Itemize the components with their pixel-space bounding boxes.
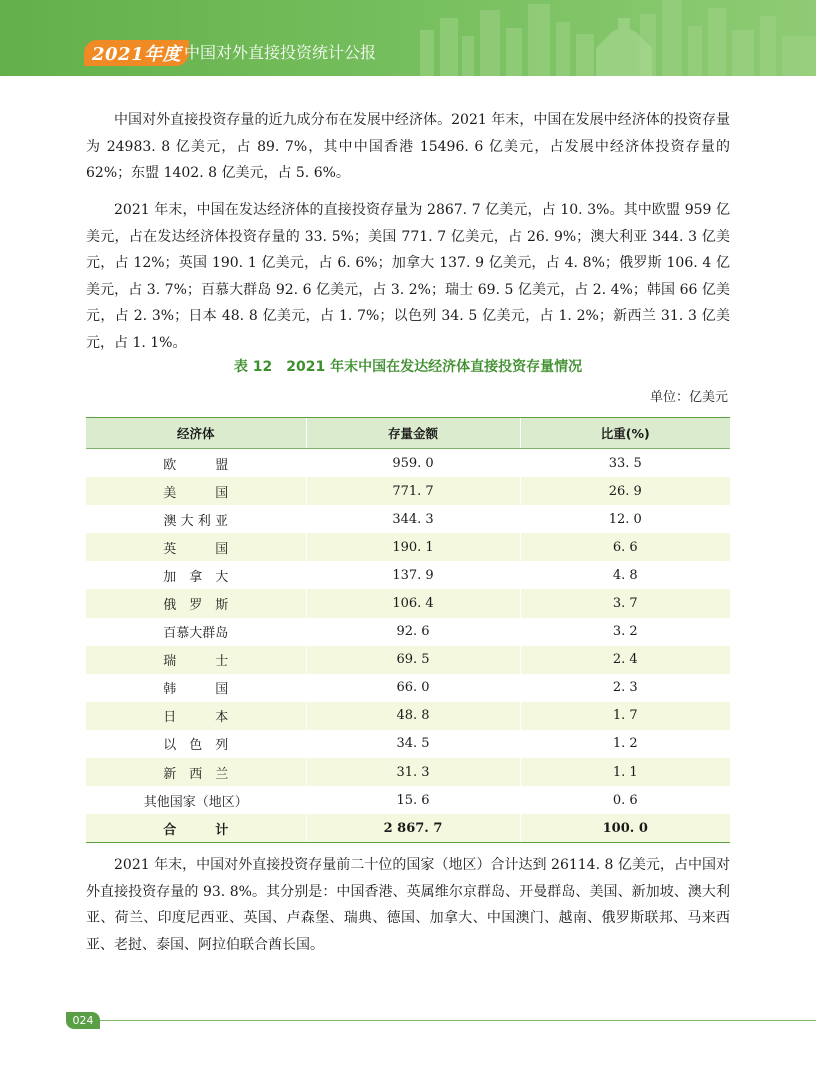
share-cell: 1. 7: [520, 702, 730, 730]
amount-cell: 771. 7: [306, 477, 520, 505]
amount-cell: 34. 5: [306, 730, 520, 758]
table-unit: 单位：亿美元: [649, 390, 728, 405]
economy-cell: 新 西 兰: [86, 758, 306, 786]
economy-cell: 其他国家（地区）: [86, 786, 306, 814]
table-row: [86, 730, 730, 758]
column-header-stock-amount: 存量金额: [306, 418, 520, 449]
investment-stock-table: [86, 417, 730, 843]
share-cell: 0. 6: [520, 786, 730, 814]
footer-divider: [100, 1020, 816, 1021]
table-row: [86, 589, 730, 617]
table-row: [86, 533, 730, 561]
amount-cell: 69. 5: [306, 646, 520, 674]
economy-cell: 韩 国: [86, 674, 306, 702]
economy-cell: 英 国: [86, 533, 306, 561]
table-row: [86, 477, 730, 505]
amount-cell: 344. 3: [306, 505, 520, 533]
share-cell: 3. 2: [520, 618, 730, 646]
amount-cell: 190. 1: [306, 533, 520, 561]
economy-cell: 以 色 列: [86, 730, 306, 758]
share-cell: 26. 9: [520, 477, 730, 505]
paragraph-developed-economies: 2021 年末，中国在发达经济体的直接投资存量为 2867. 7 亿美元，占 10. 3%。其中欧盟 959 亿美元，占在发达经济体投资存量的 33. 5%；美国 771. 7 亿美元，占 26. 9%；澳大利亚 344. 3 亿美元，占 12%；英国 190. 1 亿美元，占 6. 6%；加拿大 137. 9 亿美元，占 4. 8%；俄罗斯 106. 4 亿美元，占 3. 7%；百慕大群岛 92. 6 亿美元，占 3. 2%；瑞士 69. 5 亿美元，占 2. 4%；韩国 66 亿美元，占 2. 3%；日本 48. 8 亿美元，占 1. 7%；以色列 34. 5 亿美元，占 1. 2%；新西兰 31. 3 亿美元，占 1. 1%。: [86, 202, 730, 351]
amount-cell: 137. 9: [306, 561, 520, 589]
economy-cell: 澳 大 利 亚: [86, 505, 306, 533]
share-cell: 4. 8: [520, 561, 730, 589]
economy-cell: 欧 盟: [86, 449, 306, 478]
table-row: [86, 758, 730, 786]
economy-cell: 日 本: [86, 702, 306, 730]
share-cell: 2. 4: [520, 646, 730, 674]
amount-cell: 106. 4: [306, 589, 520, 617]
paragraph-developing-economies: 中国对外直接投资存量的近九成分布在发展中经济体。2021 年末，中国在发展中经济体的投资存量为 24983. 8 亿美元，占 89. 7%，其中中国香港 15496. 6 亿美元，占发展中经济体投资存量的 62%；东盟 1402. 8 亿美元，占 5. 6%。: [86, 112, 730, 181]
table-row: [86, 674, 730, 702]
report-year-tag: 2021年度: [84, 40, 189, 66]
header-banner: [0, 0, 816, 76]
table-row: [86, 786, 730, 814]
paragraph-top-twenty: 2021 年末，中国对外直接投资存量前二十位的国家（地区）合计达到 26114. 8 亿美元，占中国对外直接投资存量的 93. 8%。其分别是：中国香港、英属维尔京群岛、开曼群岛、美国、新加坡、澳大利亚、荷兰、印度尼西亚、英国、卢森堡、瑞典、德国、加拿大、中国澳门、越南、俄罗斯联邦、马来西亚、老挝、泰国、阿拉伯联合酋长国。: [86, 857, 730, 953]
amount-cell: 15. 6: [306, 786, 520, 814]
table-total-row: [86, 814, 730, 843]
economy-cell: 美 国: [86, 477, 306, 505]
total-share-cell: 100. 0: [520, 814, 730, 843]
amount-cell: 66. 0: [306, 674, 520, 702]
share-cell: 1. 1: [520, 758, 730, 786]
share-cell: 2. 3: [520, 674, 730, 702]
economy-cell: 瑞 士: [86, 646, 306, 674]
table-row: [86, 561, 730, 589]
share-cell: 33. 5: [520, 449, 730, 478]
economy-cell: 俄 罗 斯: [86, 589, 306, 617]
amount-cell: 959. 0: [306, 449, 520, 478]
column-header-economy: 经济体: [86, 418, 306, 449]
share-cell: 1. 2: [520, 730, 730, 758]
table-row: [86, 618, 730, 646]
table-header-row: [86, 418, 730, 449]
total-amount-cell: 2 867. 7: [306, 814, 520, 843]
table-row: [86, 646, 730, 674]
table-row: [86, 505, 730, 533]
page-number: 024: [66, 1012, 100, 1029]
column-header-share: 比重(%): [520, 418, 730, 449]
share-cell: 12. 0: [520, 505, 730, 533]
table-title: 表 12 2021 年末中国在发达经济体直接投资存量情况: [233, 359, 583, 375]
share-cell: 6. 6: [520, 533, 730, 561]
total-label-cell: 合 计: [86, 814, 306, 843]
amount-cell: 92. 6: [306, 618, 520, 646]
amount-cell: 48. 8: [306, 702, 520, 730]
economy-cell: 百慕大群岛: [86, 618, 306, 646]
amount-cell: 31. 3: [306, 758, 520, 786]
table-row: [86, 449, 730, 478]
table-row: [86, 702, 730, 730]
share-cell: 3. 7: [520, 589, 730, 617]
economy-cell: 加 拿 大: [86, 561, 306, 589]
report-title: 中国对外直接投资统计公报: [184, 43, 377, 62]
